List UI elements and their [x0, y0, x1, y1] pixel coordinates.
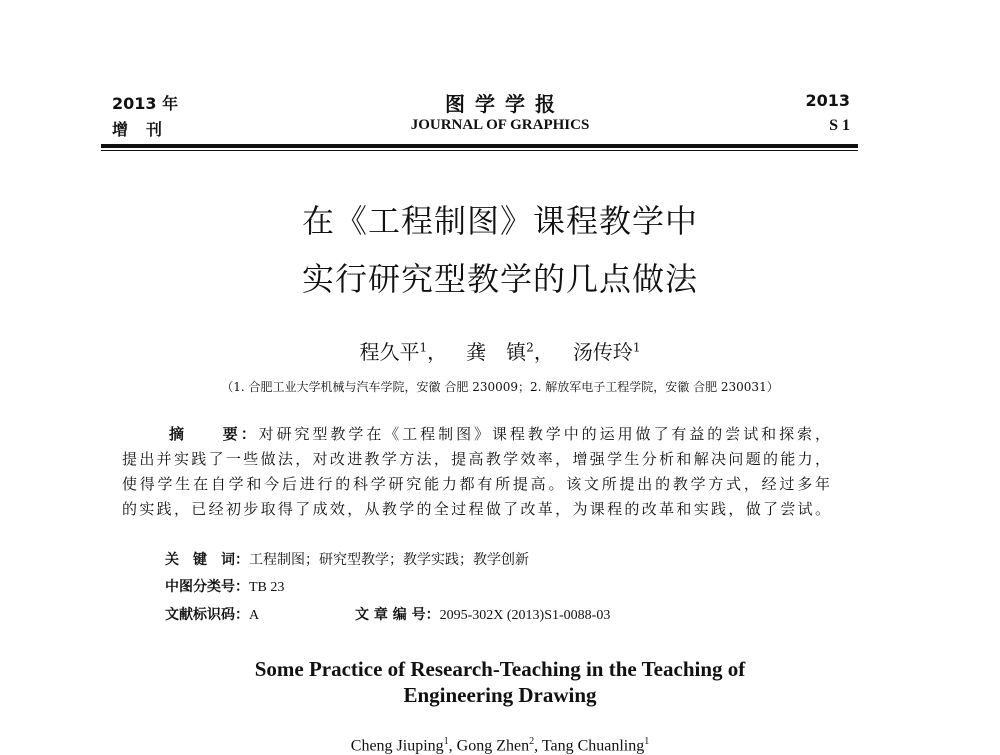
abstract-line: 使得学生在自学和今后进行的科学研究能力都有所提高。该文所提出的教学方式，经过多年 — [122, 475, 830, 493]
authors-cn — [0, 336, 1000, 365]
abstract-line: 提出并实践了一些做法，对改进教学方法，提高教学效率，增强学生分析和解决问题的能力， — [122, 450, 830, 468]
header-year-right: 2013 — [805, 91, 850, 110]
author-name-en: Gong Zhen — [456, 737, 530, 755]
journal-title-cn: 图学学报 — [445, 92, 565, 116]
header-rule-thin — [101, 150, 858, 151]
author-affiliation-mark: 1 — [632, 340, 641, 355]
doc-code-row — [165, 604, 611, 624]
author-separator: , — [448, 737, 457, 755]
header-issue-right: S 1 — [829, 117, 850, 134]
clc-value: TB 23 — [249, 580, 285, 595]
authors-en — [0, 736, 1000, 755]
doc-code-value: A — [249, 608, 260, 623]
author-affiliation-mark: 1 — [443, 736, 449, 747]
keywords-value: 工程制图；研究型教学；教学实践；教学创新 — [249, 552, 529, 568]
article-number-value: 2095-302X (2013)S1-0088-03 — [439, 608, 611, 623]
abstract-label: 摘 要： — [166, 425, 259, 443]
author-separator: ， — [533, 340, 554, 364]
paper-title-en-line-1: Some Practice of Research-Teaching in the Teaching of — [254, 657, 746, 681]
author-affiliation-mark: 2 — [526, 340, 534, 355]
author-name: 汤传玲 — [572, 340, 633, 364]
header-issue-left: 增刊 — [112, 120, 181, 139]
header-rule-thick — [101, 144, 858, 148]
article-number — [355, 604, 610, 624]
abstract-line: 的实践，已经初步取得了成效，从教学的全过程做了改革，为课程的改革和实践，做了尝试。 — [122, 500, 830, 518]
keywords-label: 关 键 词： — [165, 552, 249, 568]
paper-title-cn-line-1: 在《工程制图》课程教学中 — [301, 202, 698, 240]
author-name-en: Cheng Jiuping — [350, 737, 444, 755]
article-number-label: 文 章 编 号： — [355, 607, 440, 623]
author-name: 龚 镇 — [466, 340, 527, 364]
author-affiliation-mark: 1 — [419, 340, 428, 355]
header-year-left: 2013 年 — [112, 94, 179, 113]
paper-title-cn-line-2: 实行研究型教学的几点做法 — [301, 260, 698, 298]
journal-title-en: JOURNAL OF GRAPHICS — [410, 117, 590, 133]
paper-title-en-line-2: Engineering Drawing — [403, 683, 597, 707]
affiliation: （1. 合肥工业大学机械与汽车学院，安徽 合肥 230009；2. 解放军电子工程学院，安徽 合肥 230031） — [221, 380, 779, 394]
clc-row — [165, 576, 284, 596]
author-affiliation-mark: 2 — [529, 736, 535, 747]
doc-code-label: 文献标识码： — [165, 607, 249, 623]
author-separator: ， — [427, 340, 448, 364]
clc-label: 中图分类号： — [165, 579, 249, 595]
abstract-text: 对研究型教学在《工程制图》课程教学中的运用做了有益的尝试和探索， — [258, 425, 830, 443]
author-name-en: Tang Chuanling — [541, 737, 645, 755]
abstract-line — [122, 422, 830, 447]
author-affiliation-mark: 1 — [644, 736, 650, 747]
author-separator: , — [534, 737, 542, 755]
author-name: 程久平 — [359, 340, 420, 364]
keywords-row — [165, 549, 529, 569]
abstract — [122, 422, 830, 522]
